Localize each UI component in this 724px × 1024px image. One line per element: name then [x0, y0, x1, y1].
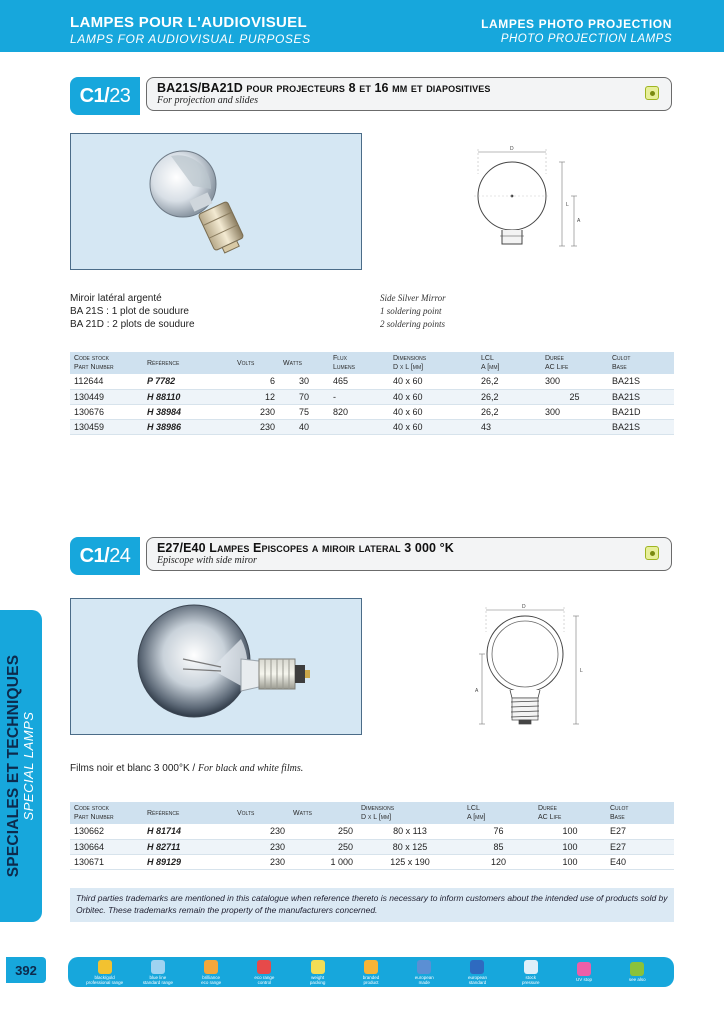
cell-lumens: 465	[329, 374, 389, 389]
cell-lcl: 85	[463, 839, 534, 854]
cell-base: E27	[606, 839, 674, 854]
cell-base: BA21S	[608, 419, 674, 434]
column-header: Dimensions D x L [mm]	[389, 352, 477, 374]
cell-volts: 230	[233, 854, 289, 869]
cell-volts: 12	[233, 389, 279, 404]
diagram-label-a: A	[475, 688, 479, 694]
section-code-prefix: C1/	[79, 544, 110, 567]
column-header: LCL A [mm]	[477, 352, 541, 374]
section-code-prefix: C1/	[79, 84, 110, 107]
bulb-photo-icon	[71, 134, 361, 269]
section-subtitle: For projection and slides	[157, 95, 259, 106]
column-header: Référence	[143, 352, 233, 374]
cell-life	[541, 419, 608, 434]
table-row	[70, 389, 674, 404]
cell-lumens: -	[329, 389, 389, 404]
section-code-badge	[70, 537, 140, 575]
cell-reference: H 82711	[143, 839, 233, 854]
section-title: E27/E40 Lampes Episcopes a miroir lateral 3 000 °K	[157, 541, 454, 555]
column-header: LCL A [mm]	[463, 802, 534, 824]
cell-reference: H 81714	[143, 824, 233, 839]
column-header: Code stock Part Number	[70, 802, 143, 824]
legend-item: european made	[400, 960, 448, 985]
description-line: Miroir latéral argenté	[70, 293, 162, 304]
header-left	[70, 14, 311, 46]
legend-icon	[257, 960, 271, 974]
column-header: Volts	[233, 352, 279, 374]
cell-lcl: 26,2	[477, 374, 541, 389]
cell-life: 25	[541, 389, 608, 404]
cell-reference: H 38986	[143, 419, 233, 434]
header-category-en: PHOTO PROJECTION LAMPS	[500, 33, 672, 45]
cell-lumens	[329, 419, 389, 434]
section-code-badge	[70, 77, 140, 115]
cell-volts: 230	[233, 419, 279, 434]
dimension-diagram	[462, 146, 592, 264]
cell-lcl: 26,2	[477, 389, 541, 404]
legend-item: blue line standard range	[134, 960, 182, 985]
cell-watts: 250	[289, 839, 357, 854]
legend-item: UV stop	[560, 962, 608, 982]
cell-code: 130459	[70, 419, 143, 434]
trademark-footnote: Third parties trademarks are mentioned in this catalogue when reference thereto is necessary to inform customers about the intended use of products sold by Orbitec. These trademarks remain the property of the manufacturers concerned.	[70, 888, 674, 922]
page-header	[0, 0, 724, 52]
cell-dimensions: 40 x 60	[389, 374, 477, 389]
table-header-row	[70, 352, 674, 374]
section-code-number: 23	[109, 84, 131, 107]
cell-base: BA21D	[608, 404, 674, 419]
cell-watts: 250	[289, 824, 357, 839]
cell-volts: 230	[233, 839, 289, 854]
cell-code: 130449	[70, 389, 143, 404]
column-header: Culot Base	[606, 802, 674, 824]
cell-code: 112644	[70, 374, 143, 389]
legend-icon	[577, 962, 591, 976]
cell-volts: 230	[233, 404, 279, 419]
spec-table	[70, 352, 674, 435]
side-tab-title: SPECIALES ET TECHNIQUES	[5, 654, 23, 878]
cell-base: E27	[606, 824, 674, 839]
legend-icon	[417, 960, 431, 974]
table-header-row	[70, 802, 674, 824]
page-number: 392	[6, 957, 46, 983]
cell-volts: 230	[233, 824, 289, 839]
legend-item: branded product	[347, 960, 395, 985]
cell-reference: H 88110	[143, 389, 233, 404]
diagram-label-d: D	[510, 146, 514, 152]
cell-reference: P 7782	[143, 374, 233, 389]
spec-table	[70, 802, 674, 870]
cell-watts: 75	[279, 404, 329, 419]
section-title-bar	[146, 77, 672, 111]
cell-reference: H 89129	[143, 854, 233, 869]
column-header: Durée AC Life	[541, 352, 608, 374]
cell-reference: H 38984	[143, 404, 233, 419]
bulb-photo-icon	[71, 599, 361, 734]
description-line: BA 21D : 2 plots de soudure	[70, 319, 195, 330]
description-line: Side Silver Mirror	[380, 293, 446, 303]
section-title: BA21S/BA21D pour projecteurs 8 et 16 mm et diapositives	[157, 81, 491, 95]
cell-watts: 30	[279, 374, 329, 389]
cell-code: 130671	[70, 854, 143, 869]
column-header: Code stock Part Number	[70, 352, 143, 374]
diagram-label-l: L	[580, 668, 583, 674]
legend-icon	[470, 960, 484, 974]
target-icon	[645, 546, 659, 560]
description-fr: Films noir et blanc 3 000°K /	[70, 763, 198, 774]
cell-base: BA21S	[608, 374, 674, 389]
legend-item: european standard	[453, 960, 501, 985]
cell-life: 100	[534, 854, 606, 869]
dimension-diagram	[472, 602, 594, 730]
legend-icon	[204, 960, 218, 974]
cell-life: 300	[541, 404, 608, 419]
legend-icon	[151, 960, 165, 974]
table-row	[70, 854, 674, 869]
legend-item: brilliance eco range	[187, 960, 235, 985]
column-header: Dimensions D x L [mm]	[357, 802, 463, 824]
legend-icon	[311, 960, 325, 974]
column-header: Culot Base	[608, 352, 674, 374]
cell-dimensions: 125 x 190	[357, 854, 463, 869]
cell-dimensions: 80 x 113	[357, 824, 463, 839]
section-title-bar	[146, 537, 672, 571]
product-photo	[70, 133, 362, 270]
legend-icon	[364, 960, 378, 974]
diagram-label-a: A	[577, 218, 581, 224]
legend-bar	[68, 957, 674, 987]
bulb-dimension-icon	[472, 602, 594, 730]
legend-item: stock pressure	[507, 960, 555, 985]
column-header: Watts	[279, 352, 329, 374]
description-en: For black and white films.	[197, 763, 304, 774]
table-row	[70, 374, 674, 389]
diagram-label-l: L	[566, 202, 569, 208]
table-row	[70, 839, 674, 854]
cell-volts: 6	[233, 374, 279, 389]
side-tab-label	[6, 655, 36, 878]
header-right	[481, 17, 672, 45]
cell-dimensions: 40 x 60	[389, 389, 477, 404]
legend-item: eco range control	[240, 960, 288, 985]
legend-icon	[630, 962, 644, 976]
cell-watts: 1 000	[289, 854, 357, 869]
cell-code: 130664	[70, 839, 143, 854]
column-header: Flux Lumens	[329, 352, 389, 374]
header-category-fr: LAMPES PHOTO PROJECTION	[481, 17, 672, 31]
column-header: Volts	[233, 802, 289, 824]
bulb-dimension-icon	[462, 146, 592, 264]
table-row	[70, 419, 674, 434]
cell-lcl: 43	[477, 419, 541, 434]
description	[70, 762, 303, 775]
legend-item: weight packing	[294, 960, 342, 985]
diagram-label-d: D	[522, 604, 526, 610]
cell-life: 100	[534, 824, 606, 839]
section-subtitle: Episcope with side miror	[157, 555, 257, 566]
column-header: Watts	[289, 802, 357, 824]
description-en	[380, 292, 446, 331]
cell-code: 130676	[70, 404, 143, 419]
legend-item: see also	[613, 962, 661, 982]
cell-code: 130662	[70, 824, 143, 839]
header-title-fr: LAMPES POUR L'AUDIOVISUEL	[70, 14, 307, 31]
cell-lcl: 76	[463, 824, 534, 839]
cell-watts: 40	[279, 419, 329, 434]
product-photo	[70, 598, 362, 735]
cell-watts: 70	[279, 389, 329, 404]
cell-lcl: 26,2	[477, 404, 541, 419]
description-line: 1 soldering point	[380, 306, 442, 316]
cell-life: 300	[541, 374, 608, 389]
table-row	[70, 824, 674, 839]
cell-lumens: 820	[329, 404, 389, 419]
legend-icon	[524, 960, 538, 974]
description-line: 2 soldering points	[380, 319, 446, 329]
side-tab-subtitle: SPECIAL LAMPS	[21, 711, 37, 821]
cell-dimensions: 40 x 60	[389, 419, 477, 434]
cell-life: 100	[534, 839, 606, 854]
column-header: Durée AC Life	[534, 802, 606, 824]
description-fr	[70, 292, 195, 331]
cell-dimensions: 40 x 60	[389, 404, 477, 419]
section-code-number: 24	[109, 544, 131, 567]
legend-item: black/gold professional range	[81, 960, 129, 985]
legend-icon	[98, 960, 112, 974]
cell-base: BA21S	[608, 389, 674, 404]
target-icon	[645, 86, 659, 100]
description-line: BA 21S : 1 plot de soudure	[70, 306, 189, 317]
table-row	[70, 404, 674, 419]
column-header: Référence	[143, 802, 233, 824]
cell-base: E40	[606, 854, 674, 869]
cell-lcl: 120	[463, 854, 534, 869]
header-title-en: LAMPS FOR AUDIOVISUAL PURPOSES	[70, 32, 311, 46]
cell-dimensions: 80 x 125	[357, 839, 463, 854]
